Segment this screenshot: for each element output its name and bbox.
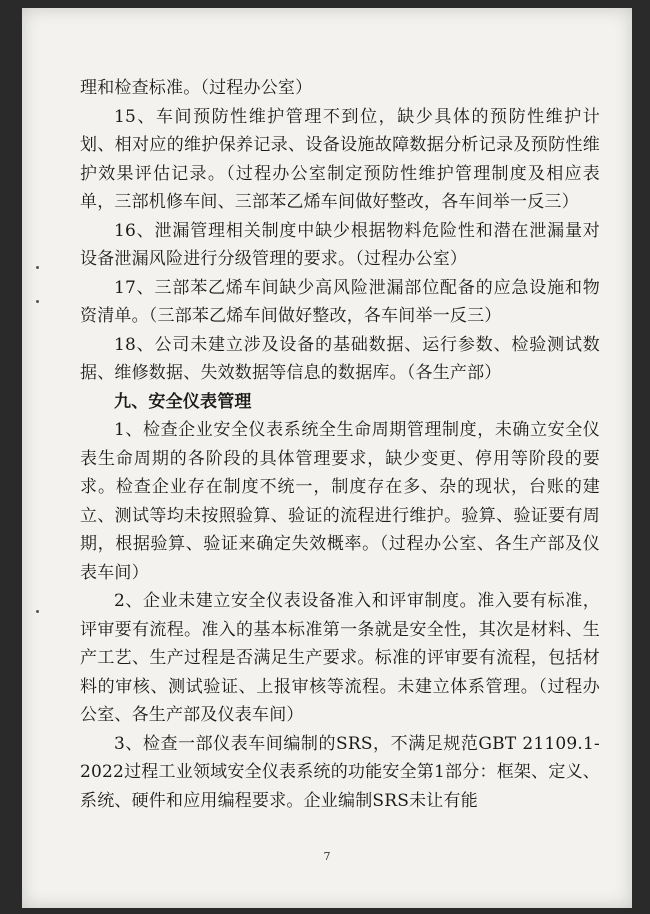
margin-mark: [36, 300, 39, 303]
paragraph-item-17: 17、三部苯乙烯车间缺少高风险泄漏部位配备的应急设施和物资清单。（三部苯乙烯车间做好整改，各车间举一反三）: [80, 277, 600, 326]
paragraph-item-3: 3、检查一部仪表车间编制的SRS，不满足规范GBT 21109.1-2022过程工业领域安全仪表系统的功能安全第1部分：框架、定义、系统、硬件和应用编程要求。企业编制SRS未让有能: [80, 733, 600, 811]
paragraph-item-18: 18、公司未建立涉及设备的基础数据、运行参数、检验测试数据、维修数据、失效数据等信息的数据库。（各生产部）: [80, 334, 600, 383]
page-number: 7: [323, 850, 331, 863]
paragraph-item-16: 16、泄漏管理相关制度中缺少根据物料危险性和潜在泄漏量对设备泄漏风险进行分级管理的要求。（过程办公室）: [80, 220, 600, 269]
document-page: [22, 8, 632, 908]
paragraph-item-15: 15、车间预防性维护管理不到位，缺少具体的预防性维护计划、相对应的维护保养记录、设备设施故障数据分析记录及预防性维护效果评估记录。（过程办公室制定预防性维护管理制度及相应表单，三部机修车间、三部苯乙烯车间做好整改，各车间举一反三）: [80, 106, 600, 212]
section-heading: 九、安全仪表管理: [114, 391, 252, 412]
paragraph-item-2: 2、企业未建立安全仪表设备准入和评审制度。准入要有标准，评审要有流程。准入的基本标准第一条就是安全性，其次是材料、生产工艺、生产过程是否满足生产要求。标准的评审要有流程，包括材料的审核、测试验证、上报审核等流程。未建立体系管理。（过程办公室、各生产部及仪表车间）: [80, 591, 600, 725]
margin-mark: [36, 266, 39, 269]
document-body: [80, 74, 600, 815]
paragraph-item-1: 1、检查企业安全仪表系统全生命周期管理制度，未确立安全仪表生命周期的各阶段的具体管理要求，缺少变更、停用等阶段的要求。检查企业存在制度不统一，制度存在多、杂的现状，台账的建立、测试等均未按照验算、验证的流程进行维护。验算、验证要有周期，根据验算、验证来确定失效概率。（过程办公室、各生产部及仪表车间）: [80, 420, 600, 583]
margin-mark: [36, 610, 39, 613]
paragraph-continuation: 理和检查标准。（过程办公室）: [80, 78, 313, 98]
